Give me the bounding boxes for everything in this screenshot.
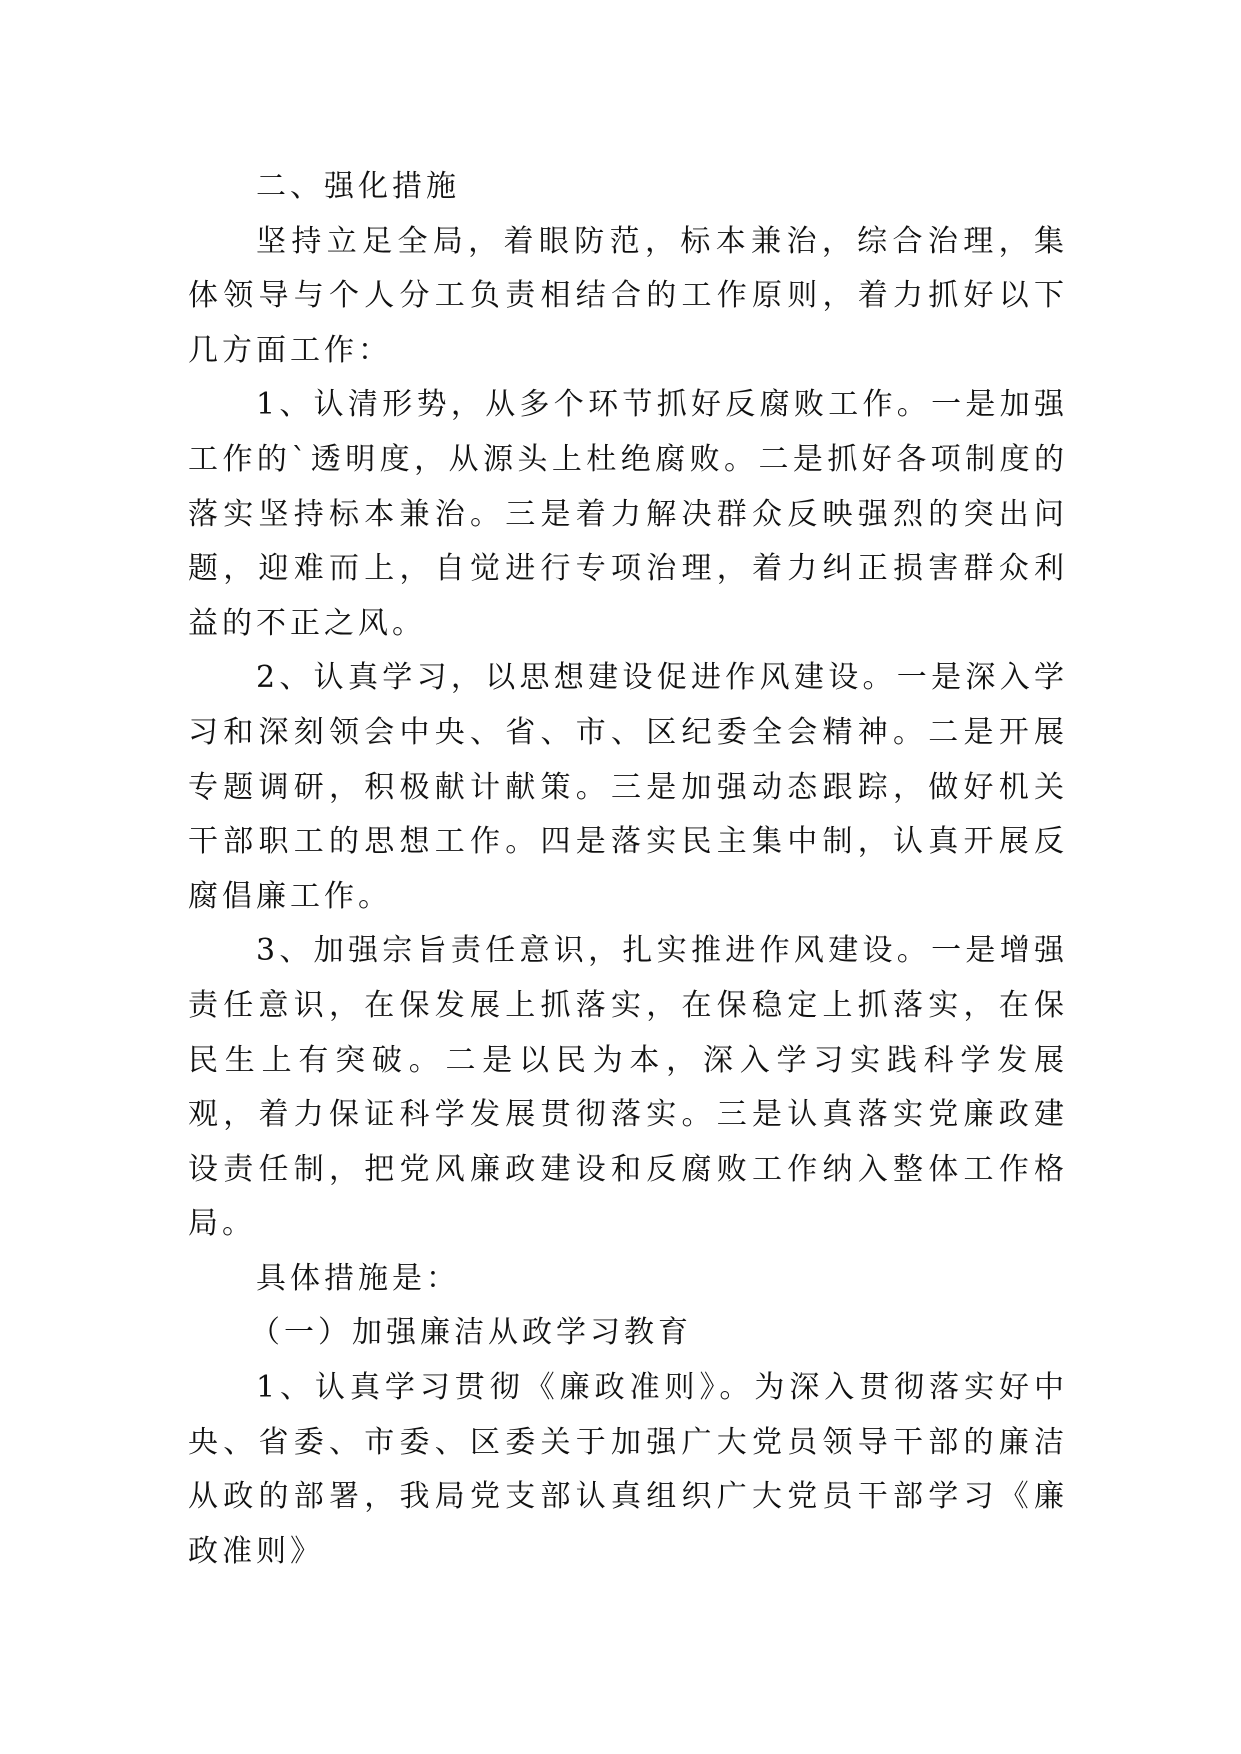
document-body: [188, 160, 1068, 1579]
section-heading: 二、强化措施: [256, 169, 460, 204]
item-1-paragraph: 1、认清形势，从多个环节抓好反腐败工作。一是加强工作的`透明度，从源头上杜绝腐败。二是抓好各项制度的落实坚持标本兼治。三是着力解决群众反映强烈的突出问题，迎难而上，自觉进行专项治理，着力纠正损害群众利益的不正之风。: [188, 387, 1068, 641]
item-2-paragraph: 2、认真学习，以思想建设促进作风建设。一是深入学习和深刻领会中央、省、市、区纪委全会精神。二是开展专题调研，积极献计献策。三是加强动态跟踪，做好机关干部职工的思想工作。四是落实民主集中制，认真开展反腐倡廉工作。: [188, 660, 1068, 914]
measures-intro: 具体措施是：: [256, 1260, 460, 1296]
sub-item-1-paragraph: 1、认真学习贯彻《廉政准则》。为深入贯彻落实好中央、省委、市委、区委关于加强广大党员领导干部的廉洁从政的部署，我局党支部认真组织广大党员干部学习《廉政准则》: [188, 1370, 1068, 1569]
intro-paragraph: 坚持立足全局，着眼防范，标本兼治，综合治理，集体领导与个人分工负责相结合的工作原则，着力抓好以下几方面工作：: [188, 223, 1068, 368]
item-3-paragraph: 3、加强宗旨责任意识，扎实推进作风建设。一是增强责任意识，在保发展上抓落实，在保稳定上抓落实，在保民生上有突破。二是以民为本，深入学习实践科学发展观，着力保证科学发展贯彻落实。三是认真落实党廉政建设责任制，把党风廉政建设和反腐败工作纳入整体工作格局。: [188, 933, 1068, 1242]
subsection-heading: （一）加强廉洁从政学习教育: [250, 1315, 692, 1351]
